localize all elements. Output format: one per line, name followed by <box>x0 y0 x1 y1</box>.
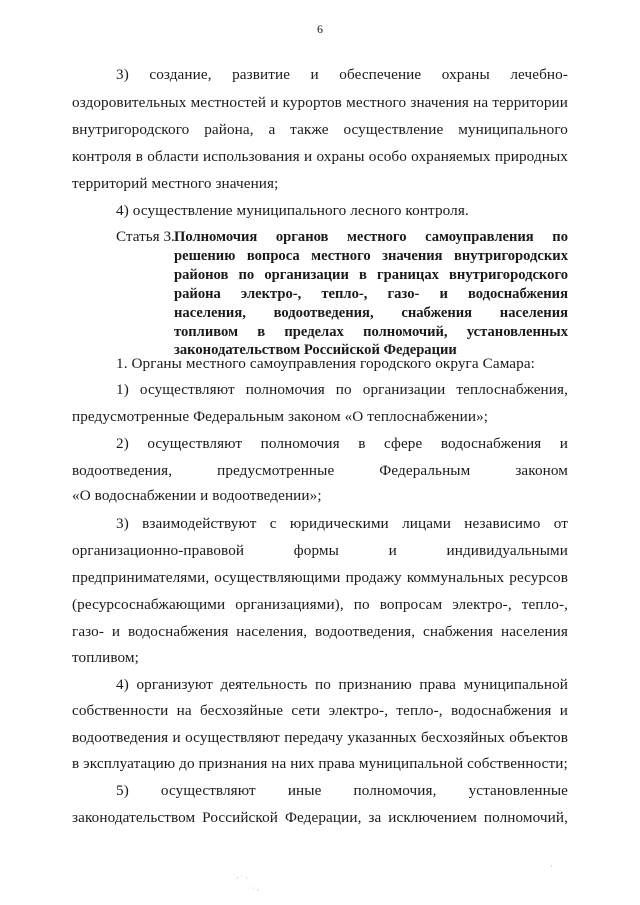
article-title-line-2: решению вопроса местного значения внутригородских <box>174 248 568 264</box>
paragraph-4: 4) осуществление муниципального лесного контроля. <box>116 202 469 219</box>
item-4-line-1: 4) организуют деятельность по признанию права муниципальной <box>116 676 568 693</box>
item-3-line-3: предпринимателями, осуществляющими продажу коммунальных ресурсов <box>72 569 568 586</box>
article-title-line-6: топливом в пределах полномочий, установленных <box>174 324 568 340</box>
article-title-line-1: Полномочия органов местного самоуправления по <box>174 229 568 245</box>
scan-speck: · <box>550 862 553 871</box>
clause-1: 1. Органы местного самоуправления городского округа Самара: <box>116 355 536 372</box>
scan-speck: · ˙ · <box>236 874 248 883</box>
scan-speck: ˙ · <box>252 886 260 895</box>
article-title-line-5: населения, водоотведения, снабжения населения <box>174 305 568 321</box>
paragraph-3-line-4: контроля в области использования и охраны особо охраняемых природных <box>72 148 568 165</box>
item-5-line-2: законодательством Российской Федерации, за исключением полномочий, <box>72 809 568 826</box>
article-label: Статья 3. <box>116 228 175 245</box>
item-3-line-5: газо- и водоснабжения населения, водоотведения, снабжения населения <box>72 623 568 640</box>
item-4-line-3: водоотведения и осуществляют передачу указанных бесхозяйных объектов <box>72 729 568 746</box>
item-5-line-1: 5) осуществляют иные полномочия, установленные <box>116 782 568 799</box>
item-1-line-1: 1) осуществляют полномочия по организации теплоснабжения, <box>116 381 568 398</box>
item-2-line-2: водоотведения, предусмотренные Федеральным законом <box>72 462 568 479</box>
page-number: 6 <box>317 22 323 36</box>
paragraph-3-line-3: внутригородского района, а также осуществление муниципального <box>72 121 568 138</box>
item-3-line-2: организационно-правовой формы и индивидуальными <box>72 542 568 559</box>
item-2-line-3: «О водоснабжении и водоотведении»; <box>72 487 322 504</box>
paragraph-3-line-5: территорий местного значения; <box>72 175 279 192</box>
item-3-line-1: 3) взаимодействуют с юридическими лицами независимо от <box>116 515 568 532</box>
item-1-line-2: предусмотренные Федеральным законом «О теплоснабжении»; <box>72 408 489 425</box>
article-title-line-4: района электро-, тепло-, газо- и водоснабжения <box>174 286 568 302</box>
paragraph-3-line-2: оздоровительных местностей и курортов местного значения на территории <box>72 94 568 111</box>
item-3-line-6: топливом; <box>72 649 139 666</box>
article-title-line-7: законодательством Российской Федерации <box>174 342 457 358</box>
paragraph-3-line-1: 3) создание, развитие и обеспечение охраны лечебно- <box>116 66 568 83</box>
item-4-line-2: собственности на бесхозяйные сети электро-, тепло-, водоснабжения и <box>72 702 568 719</box>
article-title-line-3: районов по организации в границах внутригородского <box>174 267 568 283</box>
item-3-line-4: (ресурсоснабжающими организациями), по вопросам электро-, тепло-, <box>72 596 568 613</box>
item-2-line-1: 2) осуществляют полномочия в сфере водоснабжения и <box>116 435 568 452</box>
item-4-line-4: в эксплуатацию до признания на них права муниципальной собственности; <box>72 755 568 772</box>
